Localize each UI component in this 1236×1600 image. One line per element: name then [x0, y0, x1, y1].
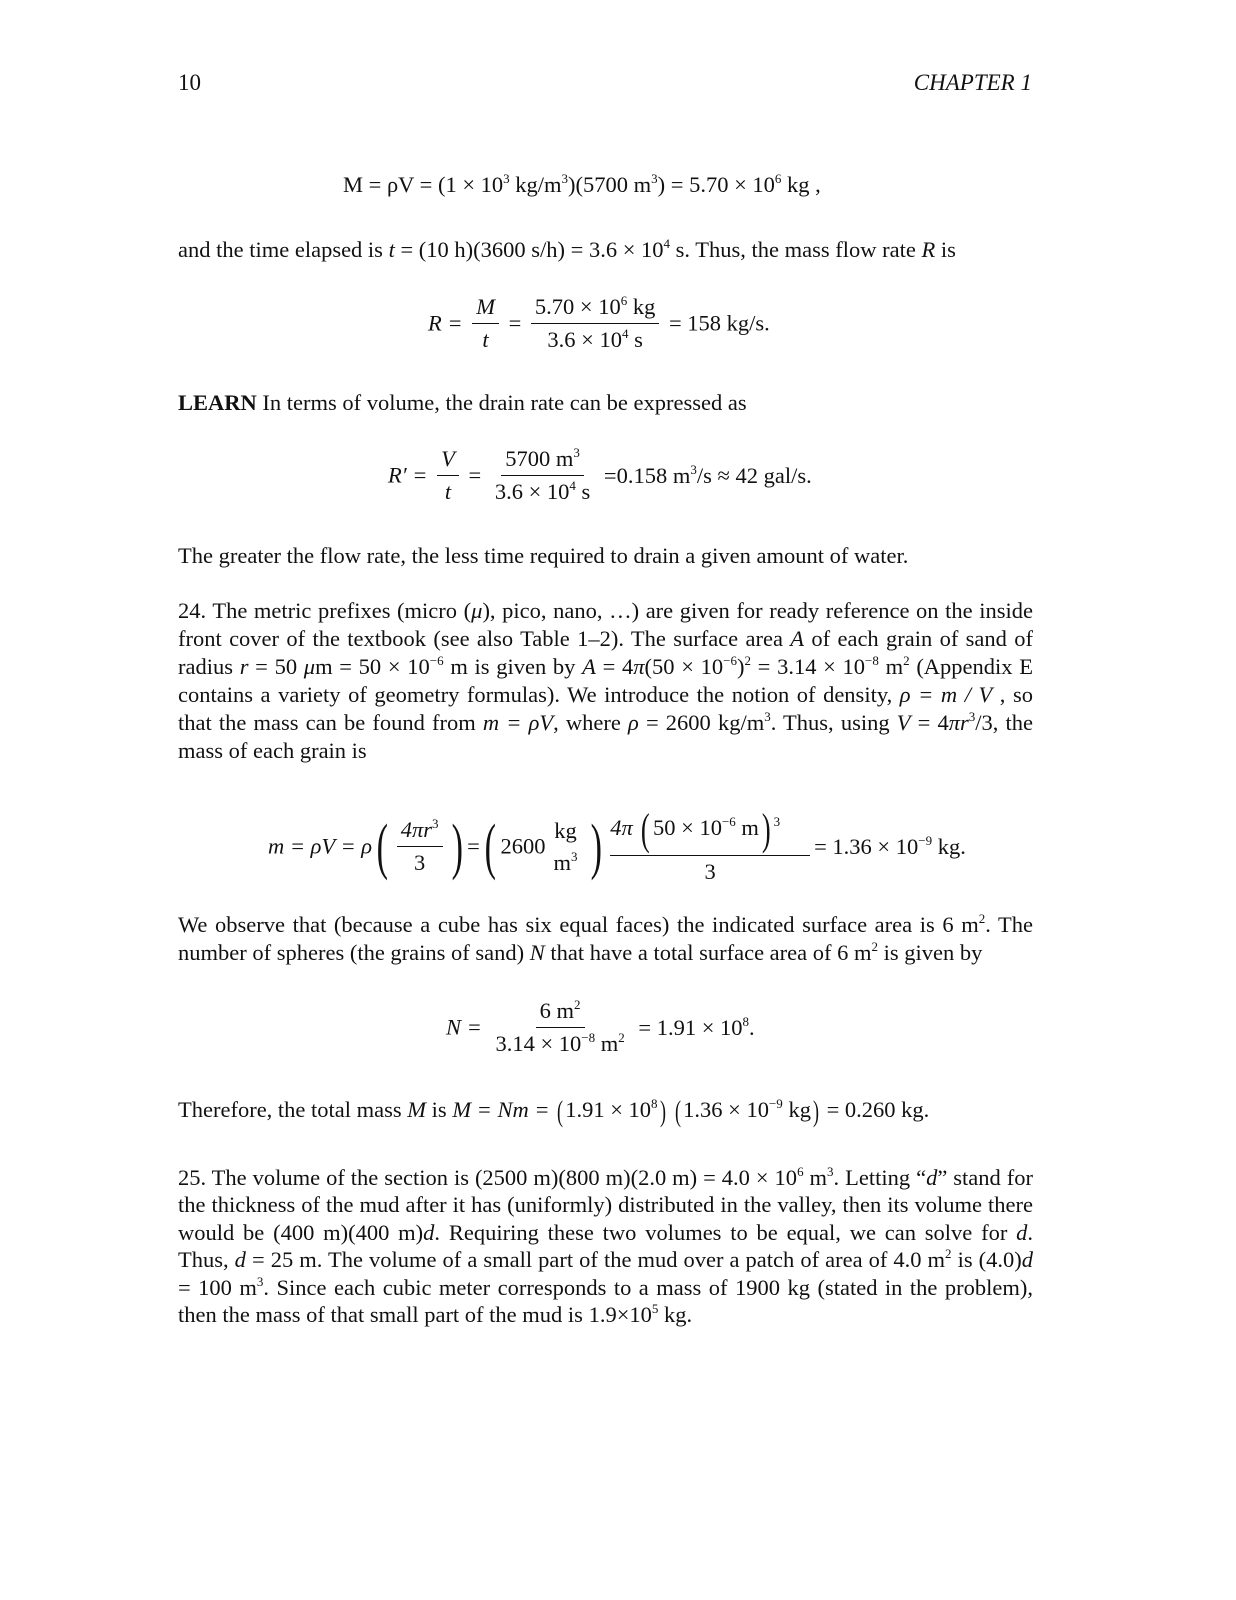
learn-label: LEARN — [178, 390, 257, 415]
equation-mass: $M = \rho V = (1 \times 10^3$ $kg/m^3)(5700$ $m^3) = 5.70 \times 10^6$ kg , — [343, 171, 821, 197]
paragraph-total-mass: Therefore, the total mass M is $M = Nm = (1.91 \times 10^8)$ ($1.36 \times 10^{-9}$ kg) = 0.260 kg. — [178, 1094, 930, 1128]
equation-flow-rate: R = $\frac{M}{t}$ = $\frac{5.70 \times 10^6 kg}{3.6 \times 10^4 s}$ = 158 kg/s. — [428, 293, 770, 352]
paragraph-time-elapsed: and the time elapsed is t = (10 h)(3600 $s/h) = 3.6 \times 10^4$ s. Thus, the mass flow rate R is — [178, 236, 956, 262]
page-number: 10 — [178, 70, 201, 95]
paragraph-cube-surface: We observe that (because a cube has six equal faces) the indicated surface area is 6 $m^2$. The number of spheres (the grains of sand) N that have a total surface area of 6 $m^2$ is given by — [178, 911, 1034, 965]
equation-grain-mass: m = ρV = ρ( $\frac{4\pi r^3}{3}$ ) =( 2600 kg $m^3$ ) $\frac{4\pi ( 50 \times 10^{-6} m) ^3}{3}$ = $1.36 \times 10^{-9}$ kg. — [268, 805, 966, 884]
equation-volume-rate: R′ = $\frac{V}{t}$ = $\frac{5700 m^3}{3.6 \times 10^4 s}$ =0.158 $m^3/s \approx 42$ gal/s. — [388, 445, 812, 504]
learn-paragraph: LEARN In terms of volume, the drain rate can be expressed as — [178, 390, 747, 415]
paragraph-flow-conclusion: The greater the flow rate, the less time required to drain a given amount of water. — [178, 543, 909, 568]
problem-25-text: 25. The volume of the section is (2500 m)(800 m)(2.0 $m) = 4.0 \times 10^6$ $m^3$. Letting “d” stand for the thickness of the mud after it has (uniformly) distributed in the valley, then its volume there would be (400 m)(400 m)d. Requiring these two volumes to be equal, we can solve for d. Thus, d = 25 m. The volume of a small part of the mud over a patch of area of 4.0 $m^2$ is (4.0)d = 100 $m^3$. Since each cubic meter corresponds to a mass of 1900 kg (stated in the problem), then the mass of that small part of the mud is $1.9\times 10^5$ kg. — [178, 1164, 1033, 1328]
problem-24-text: 24. The metric prefixes (micro (μ), pico, nano, …) are given for ready reference on the inside front cover of the textbook (see also Table 1–2). The surface area A of each grain of sand of radius r = 50 $\mu m = 50 \times 10^{-6}$ m is given by $A = 4\pi(50 \times 10^{-6})^2 = 3.14 \times 10^{-8}$ $m^2$ (Appendix E contains a variety of geometry formulas). We introduce the notion of density, ρ = m / V , so that the mass can be found from m = ρV, where ρ = 2600 $kg/m^3$. Thus, using $V = 4\pi r^3/3$, the mass of each grain is — [178, 598, 1033, 763]
chapter-heading: CHAPTER 1 — [913, 70, 1032, 95]
equation-sphere-count: N = $\frac{6 m^2}{3.14 \times 10^{-8} m^2}$ = $1.91 \times 10^8$. — [446, 997, 755, 1056]
